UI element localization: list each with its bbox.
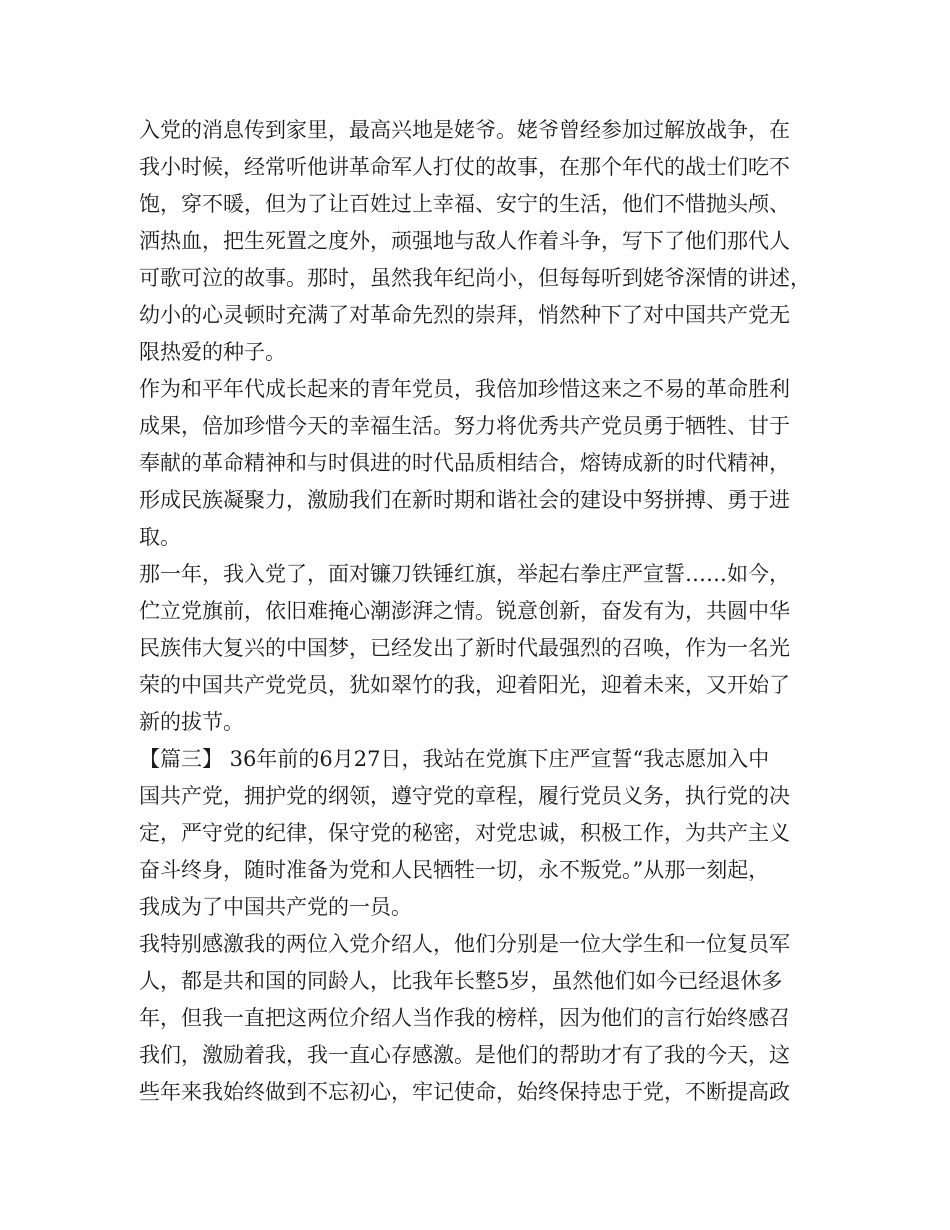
text-line: 奉献的革命精神和与时俱进的时代品质相结合，熔铸成新的时代精神， [139, 451, 790, 475]
text-line: 我们，激励着我，我一直心存感激。是他们的帮助才有了我的今天，这 [139, 1043, 790, 1067]
text-line: 成果，倍加珍惜今天的幸福生活。努力将优秀共产党员勇于牺牲、甘于 [139, 414, 790, 438]
text-line: 形成民族凝聚力，激励我们在新时期和谐社会的建设中努拼搏、勇于进 [139, 488, 790, 512]
text-line: 幼小的心灵顿时充满了对革命先烈的崇拜，悄然种下了对中国共产党无 [139, 303, 790, 327]
text-line: 民族伟大复兴的中国梦，已经发出了新时代最强烈的召唤，作为一名光 [139, 636, 790, 660]
text-line: 可歌可泣的故事。那时，虽然我年纪尚小，但每每听到姥爷深情的讲述， [139, 266, 811, 290]
text-line: 伫立党旗前，依旧难掩心潮澎湃之情。锐意创新，奋发有为，共圆中华 [139, 599, 790, 623]
text-line: 取。 [139, 525, 181, 549]
text-line: 荣的中国共产党党员，犹如翠竹的我，迎着阳光，迎着未来，又开始了 [139, 673, 790, 697]
text-line: 定，严守党的纪律，保守党的秘密，对党忠诚，积极工作，为共产主义 [139, 821, 790, 845]
text-line: 年，但我一直把这两位介绍人当作我的榜样，因为他们的言行始终感召 [139, 1006, 790, 1030]
text-line: 限热爱的种子。 [139, 340, 286, 364]
text-line: 奋斗终身，随时准备为党和人民牺牲一切，永不叛党。”从那一刻起， [139, 858, 770, 882]
text-line: 我小时候，经常听他讲革命军人打仗的故事，在那个年代的战士们吃不 [139, 155, 790, 179]
text-line: 我成为了中国共产党的一员。 [139, 895, 412, 919]
text-line: 那一年，我入党了，面对镰刀铁锤红旗，举起右拳庄严宣誓……如今， [139, 562, 790, 586]
text-line: 国共产党，拥护党的纲领，遵守党的章程，履行党员义务，执行党的决 [139, 784, 790, 808]
text-line: 【篇三】 36年前的6月27日，我站在党旗下庄严宣誓“我志愿加入中 [139, 747, 770, 771]
text-line: 我特别感激我的两位入党介绍人，他们分别是一位大学生和一位复员军 [139, 932, 790, 956]
text-line: 些年来我始终做到不忘初心，牢记使命，始终保持忠于党，不断提高政 [139, 1080, 790, 1104]
text-line: 作为和平年代成长起来的青年党员，我倍加珍惜这来之不易的革命胜利 [139, 377, 790, 401]
document-body [139, 112, 819, 1111]
text-line: 人，都是共和国的同龄人，比我年长整5岁，虽然他们如今已经退休多 [139, 969, 783, 993]
text-line: 饱，穿不暖，但为了让百姓过上幸福、安宁的生活，他们不惜抛头颅、 [139, 192, 790, 216]
text-line: 洒热血，把生死置之度外，顽强地与敌人作着斗争，写下了他们那代人 [139, 229, 790, 253]
text-line: 新的拔节。 [139, 710, 244, 734]
text-line: 入党的消息传到家里，最高兴地是姥爷。姥爷曾经参加过解放战争，在 [139, 118, 790, 142]
